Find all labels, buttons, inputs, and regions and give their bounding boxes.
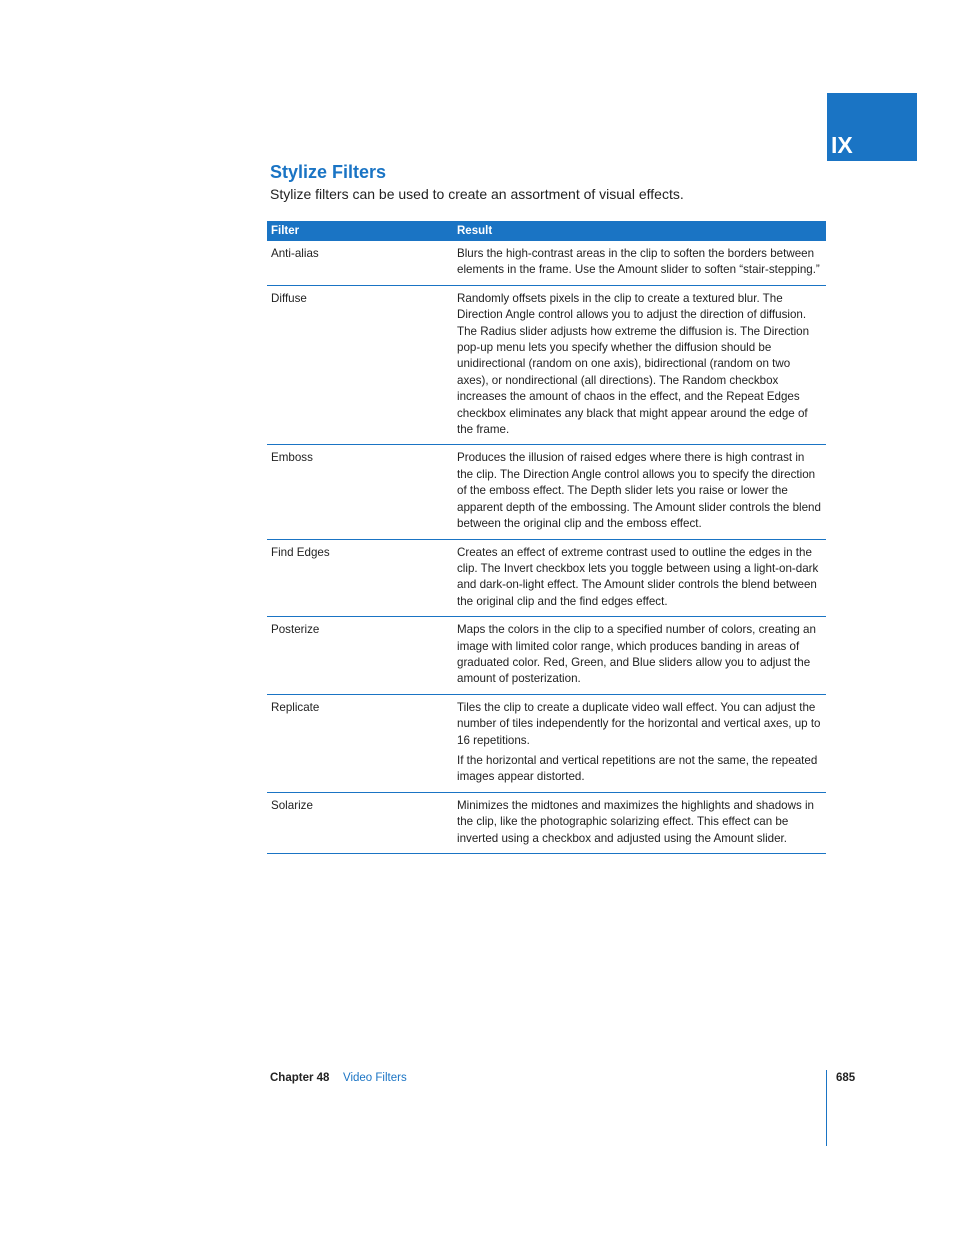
result-paragraph: Creates an effect of extreme contrast used to outline the edges in the clip. The Invert checkbox lets you toggle between using a light-on-dark and dark-on-light effect. The Amount slider controls the blend between the original clip and the find edges effect. (457, 545, 819, 608)
cell-result (453, 246, 826, 279)
result-paragraph: If the horizontal and vertical repetitions are not the same, the repeated images appear distorted. (457, 753, 818, 784)
cell-filter-name: Emboss (271, 451, 313, 465)
footer-chapter: Chapter 48 (270, 1072, 330, 1084)
filter-table (267, 221, 826, 854)
page-number: 685 (836, 1072, 856, 1084)
section-intro: Stylize filters can be used to create an assortment of visual effects. (270, 186, 684, 202)
table-row (267, 617, 826, 695)
cell-filter-name: Diffuse (271, 291, 307, 305)
footer-chapter-title-link[interactable]: Video Filters (343, 1072, 407, 1084)
result-paragraph: Tiles the clip to create a duplicate video wall effect. You can adjust the number of tiles independently for the horizontal and vertical axes, up to 16 repetitions. (457, 700, 821, 747)
column-header-result: Result (457, 225, 493, 237)
footer-divider (826, 1070, 827, 1146)
cell-result (453, 545, 826, 611)
table-row (267, 286, 826, 446)
table-row (267, 695, 826, 793)
result-paragraph: Minimizes the midtones and maximizes the highlights and shadows in the clip, like the photographic solarizing effect. This effect can be inverted using a checkbox and adjusted using the Amount slider. (457, 798, 815, 845)
cell-result (453, 700, 826, 786)
cell-filter-name: Anti-alias (271, 247, 319, 260)
result-paragraph: Blurs the high-contrast areas in the clip to soften the borders between elements in the frame. Use the Amount slider to soften “stair-stepping.” (457, 247, 820, 277)
cell-filter-name: Solarize (271, 798, 313, 812)
cell-filter-name: Replicate (271, 700, 320, 714)
result-paragraph: Produces the illusion of raised edges where there is high contrast in the clip. The Direction Angle control allows you to specify the direction of the emboss effect. The Depth slider lets you raise or lower the apparent depth of the embossing. The Amount slider controls the blend between the original clip and the emboss effect. (457, 451, 821, 531)
cell-result (453, 450, 826, 532)
column-header-filter: Filter (271, 225, 300, 237)
part-tab (827, 93, 917, 161)
section-title: Stylize Filters (270, 162, 387, 182)
cell-result (453, 798, 826, 847)
table-row (267, 445, 826, 539)
table-body (267, 241, 826, 854)
result-paragraph: Randomly offsets pixels in the clip to create a textured blur. The Direction Angle control allows you to adjust the direction of diffusion. The Radius slider adjusts how extreme the diffusion is. The Direction pop-up menu lets you specify whether the diffusion should be unidirectional (random on one axis), bidirectional (random on two axes), or nondirectional (all directions). The Random checkbox increases the amount of chaos in the effect, and the Repeat Edges checkbox eliminates any black that might appear around the edge of the frame. (457, 291, 810, 437)
cell-result (453, 622, 826, 688)
table-row (267, 241, 826, 286)
cell-filter-name: Find Edges (271, 545, 330, 559)
result-paragraph: Maps the colors in the clip to a specified number of colors, creating an image with limited color range, which produces banding in areas of graduated color. Red, Green, and Blue sliders allow you to adjust the amount of posterization. (457, 623, 816, 686)
cell-result (453, 291, 826, 439)
part-tab-label: IX (831, 132, 853, 158)
table-row (267, 793, 826, 854)
table-row (267, 540, 826, 618)
table-header (267, 221, 826, 241)
cell-filter-name: Posterize (271, 623, 320, 637)
